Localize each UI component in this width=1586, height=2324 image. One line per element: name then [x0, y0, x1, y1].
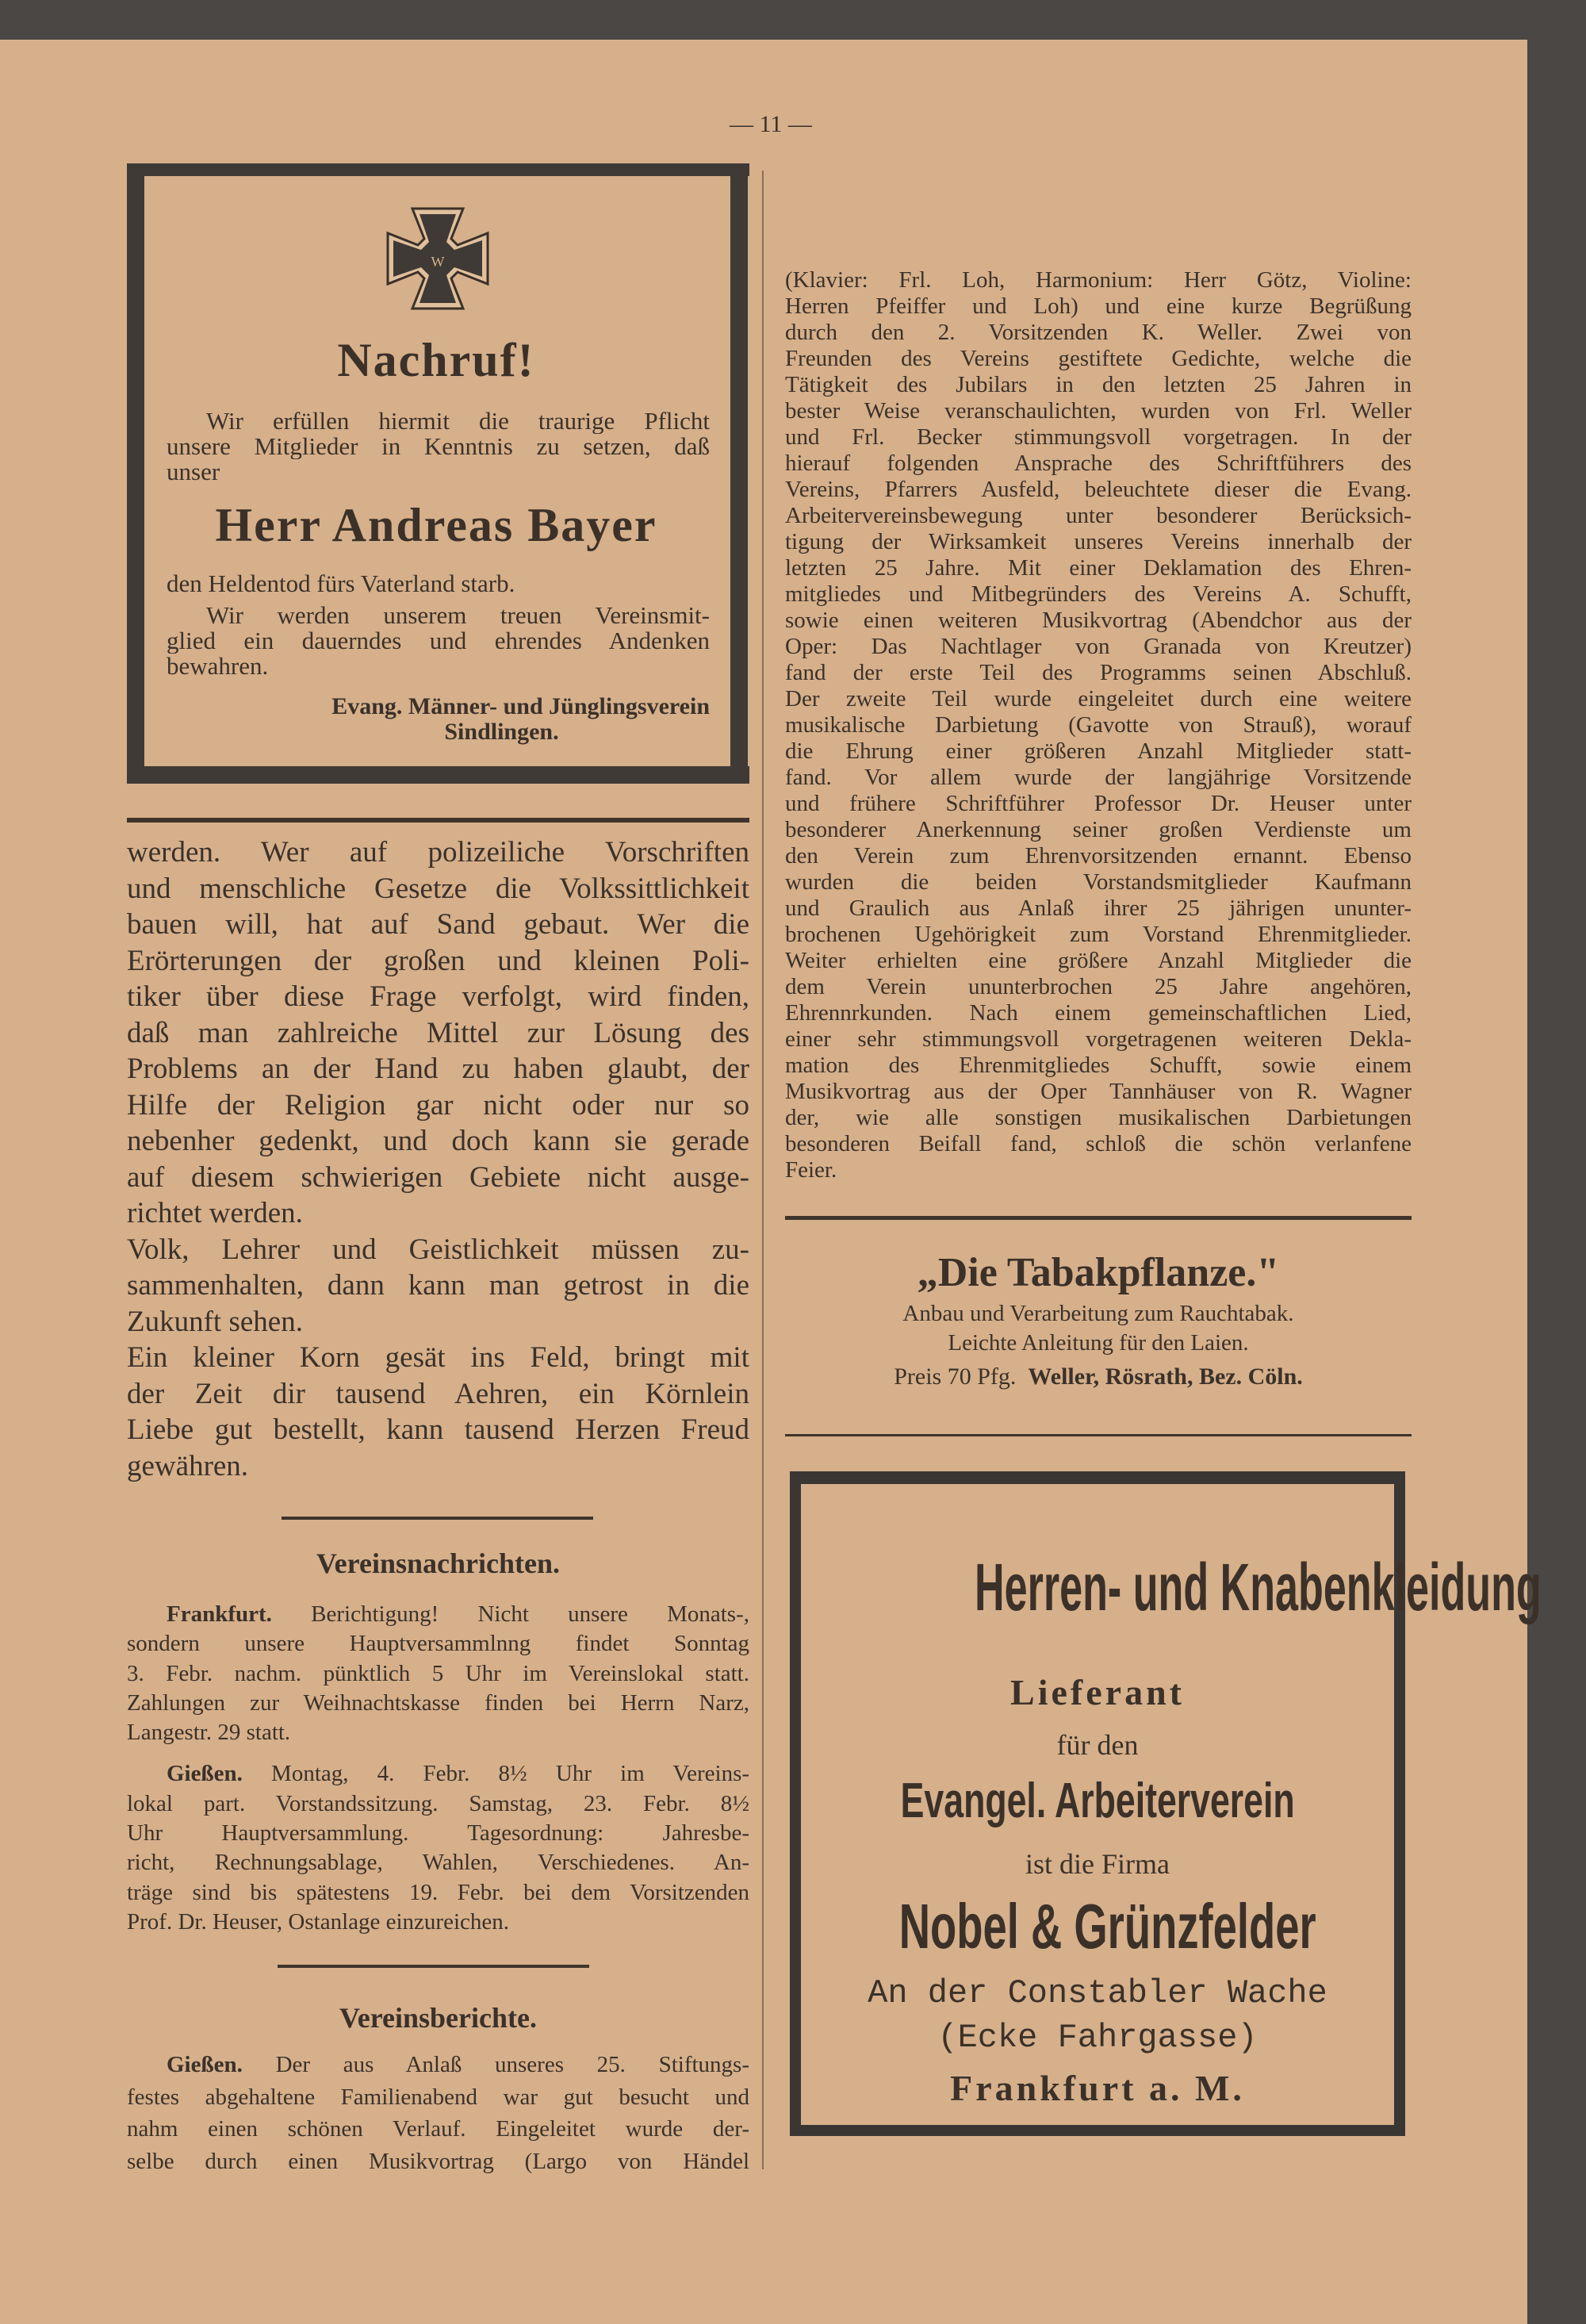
vereinsberichte-text: [127, 2049, 749, 2177]
text-line: dem Verein ununterbrochen 25 Jahre angehören,: [785, 974, 1412, 999]
section-rule: [278, 1965, 589, 1968]
text-line: unsere Mitglieder in Kenntnis zu setzen, daß: [167, 434, 710, 459]
page-number: — 11 —: [730, 111, 812, 137]
right-article-text: [785, 267, 1412, 1183]
text-line: musikalische Darbietung (Gavotte von Strauß), worauf: [785, 712, 1412, 738]
text-line: sondern unsere Hauptversammlnng findet Sonntag: [127, 1631, 749, 1657]
tabak-ad-price-line: [785, 1363, 1412, 1390]
obituary-intro: [167, 408, 710, 485]
text-line: richtet werden.: [127, 1197, 303, 1229]
text-line: Wir werden unserem treuen Vereinsmit-: [206, 603, 710, 628]
text-line: sammenhalten, dann kann man getrost in die: [127, 1269, 749, 1302]
text-line: besonderer Anerkennung seiner großen Verdienste um: [785, 817, 1412, 842]
text-line: tigung der Wirksamkeit unseres Vereins innerhalb der: [785, 529, 1412, 554]
section-rule: [127, 818, 749, 823]
text-line: bewahren.: [167, 654, 269, 679]
clothing-ad-ist-die-firma: ist die Firma: [1025, 1848, 1170, 1880]
text-line: 3. Febr. nachm. pünktlich 5 Uhr im Vereinslokal statt.: [127, 1660, 749, 1686]
clothing-advertisement: [790, 1471, 1542, 2136]
cross-letter: W: [431, 254, 445, 270]
vereinsberichte-heading: Vereinsberichte.: [339, 2002, 537, 2034]
text-line: bauen will, hat auf Sand gebaut. Wer die: [127, 908, 749, 941]
spacer: [127, 1747, 749, 1759]
text-line: und Graulich aus Anlaß ihrer 25 jährigen ununter-: [785, 895, 1412, 921]
text-line: fand der erste Teil des Programms seinen Abschluß.: [785, 660, 1412, 685]
text-line: den Verein zum Ehrenvorsitzenden ernannt. Ebenso: [785, 843, 1412, 869]
clothing-ad-verein: Evangel. Arbeiterverein: [900, 1774, 1295, 1828]
clothing-ad-lieferant: Lieferant: [1010, 1672, 1185, 1712]
text-line: Prof. Dr. Heuser, Ostanlage einzureichen.: [127, 1908, 509, 1935]
text-line: Der zweite Teil wurde eingeleitet durch eine weitere: [785, 686, 1412, 711]
obituary-border-right: [730, 176, 748, 769]
text-line: richt, Rechnungsablage, Wahlen, Verschiedenes. An-: [127, 1850, 749, 1876]
text-line: letzten 25 Jahre. Mit einer Deklamation des Ehren-: [785, 555, 1412, 581]
tabak-ad-line1: Anbau und Verarbeitung zum Rauchtabak.: [902, 1301, 1294, 1326]
text-line: Ehrennrkunden. Nach einem gemeinschaftlichen Lied,: [785, 1000, 1412, 1026]
entry-place: Gießen.: [167, 2052, 243, 2077]
text-line: mation des Ehrenmitgliedes Schufft, sowie einem: [785, 1053, 1412, 1078]
text-line: Hilfe der Religion gar nicht oder nur so: [127, 1088, 749, 1122]
vereinsnachrichten-heading: Vereinsnachrichten.: [316, 1547, 560, 1579]
text-line: Arbeitervereinsbewegung unter besonderer Berücksich-: [785, 503, 1412, 528]
text-line: wurden die beiden Vorstandsmitglieder Kaufmann: [785, 869, 1412, 895]
obituary-signature-line2: Sindlingen.: [444, 719, 559, 745]
entry-text: Berichtigung! Nicht unsere Monats-,: [311, 1601, 749, 1627]
obituary-border-left: [127, 176, 144, 769]
text-line: gewähren.: [127, 1449, 249, 1482]
obituary-death-line: den Heldentod fürs Vaterland starb.: [167, 569, 515, 597]
clothing-ad-city: Frankfurt a. M.: [950, 2068, 1245, 2108]
text-line: Erörterungen der großen und kleinen Poli-: [127, 944, 749, 977]
section-rule: [282, 1517, 593, 1520]
text-line: unser: [167, 459, 220, 485]
text-line: Freunden des Vereins gestiftete Gedichte, welche die: [785, 346, 1412, 371]
text-line: Volk, Lehrer und Geistlichkeit müssen zu-: [127, 1233, 749, 1266]
text-line: brochenen Ugehörigkeit zum Vorstand Ehrenmitglieder.: [785, 922, 1412, 947]
deceased-name: Herr Andreas Bayer: [215, 499, 657, 551]
text-line: [127, 2049, 749, 2081]
text-line: nahm einen schönen Verlauf. Eingeleitet wurde der-: [127, 2116, 749, 2142]
text-line: Wir erfüllen hiermit die traurige Pflicht: [206, 408, 710, 434]
clothing-ad-address1: An der Constabler Wache: [868, 1974, 1327, 2012]
text-line: Vereins, Pfarrers Ausfeld, beleuchtete dieser die Evang.: [785, 477, 1412, 502]
section-rule: [785, 1216, 1412, 1220]
text-line: bester Weise veranschaulichten, wurden von Frl. Weller: [785, 398, 1412, 424]
text-line: werden. Wer auf polizeiliche Vorschriften: [127, 836, 749, 869]
text-line: Problems an der Hand zu haben glaubt, der: [127, 1053, 749, 1085]
clothing-ad-headline: Herren- und Knabenkleidung: [975, 1550, 1542, 1624]
text-line: glied ein dauerndes und ehrendes Andenken: [167, 628, 710, 654]
obituary-signature-line1: Evang. Männer- und Jünglingsverein: [331, 693, 710, 719]
text-line: Tätigkeit des Jubilars in den letzten 25 Jahren in: [785, 372, 1412, 397]
text-line: besonderen Beifall fand, schloß die schön verlanfene: [785, 1131, 1412, 1156]
text-line: (Klavier: Frl. Loh, Harmonium: Herr Götz, Violine:: [785, 267, 1412, 293]
text-line: lokal part. Vorstandssitzung. Samstag, 23. Febr. 8½: [127, 1790, 749, 1816]
text-line: auf diesem schwierigen Gebiete nicht ausge-: [127, 1160, 749, 1194]
iron-cross-icon: [386, 207, 489, 310]
text-line: Zukunft sehen.: [127, 1305, 303, 1338]
text-line: und menschliche Gesetze die Volkssittlichkeit: [127, 872, 749, 905]
entry-text: Montag, 4. Febr. 8½ Uhr im Vereins-: [271, 1761, 749, 1787]
text-line: sowie einen weiteren Musikvortrag (Abendchor aus der: [785, 608, 1412, 633]
column-divider: [762, 171, 764, 2169]
obituary-border-top: [127, 163, 749, 176]
entry-place: Gießen.: [167, 1761, 243, 1787]
clothing-ad-fuer-den: für den: [1056, 1729, 1139, 1761]
entry-text: Der aus Anlaß unseres 25. Stiftungs-: [275, 2052, 749, 2077]
text-line: mitgliedes und Mitbegründers des Vereins A. Schufft,: [785, 581, 1412, 607]
section-rule: [785, 1434, 1412, 1436]
text-line: selbe durch einen Musikvortrag (Largo von Händel: [127, 2148, 749, 2174]
tabak-ad-line2: Leichte Anleitung für den Laien.: [948, 1330, 1249, 1356]
clothing-ad-address2: (Ecke Fahrgasse): [937, 2019, 1258, 2057]
entry-place: Frankfurt.: [167, 1601, 272, 1627]
text-line: Weiter erhielten eine größere Anzahl Mitglieder die: [785, 948, 1412, 973]
text-line: daß man zahlreiche Mittel zur Lösung des: [127, 1016, 749, 1049]
tabak-ad-price: Preis 70 Pfg.: [894, 1363, 1017, 1390]
obituary-title: Nachruf!: [337, 334, 535, 386]
text-line: und Frl. Becker stimmungsvoll vorgetragen. In der: [785, 424, 1412, 450]
text-line: Feier.: [785, 1157, 837, 1183]
text-line: Liebe gut bestellt, kann tausend Herzen Freud: [127, 1413, 749, 1446]
obituary-closing: [167, 603, 710, 679]
left-article-text: [127, 834, 749, 1484]
text-line: festes abgehaltene Familienabend war gut besucht und: [127, 2084, 749, 2110]
text-line: Ein kleiner Korn gesät ins Feld, bringt mit: [127, 1341, 749, 1374]
text-line: der Zeit dir tausend Aehren, ein Körnlein: [127, 1377, 749, 1410]
text-line: durch den 2. Vorsitzenden K. Weller. Zwei von: [785, 320, 1412, 345]
text-line: fand. Vor allem wurde der langjährige Vorsitzende: [785, 765, 1412, 790]
text-line: und frühere Schriftführer Professor Dr. Heuser unter: [785, 791, 1412, 816]
text-line: nebenher gedenkt, und doch kann sie gerade: [127, 1125, 749, 1157]
text-line: einer sehr stimmungsvoll vorgetragenen weiteren Dekla-: [785, 1026, 1412, 1052]
text-line: Langestr. 29 statt.: [127, 1720, 291, 1746]
tabak-ad-title: „Die Tabakpflanze.": [917, 1250, 1280, 1295]
text-line: träge sind bis spätestens 19. Febr. bei dem Vorsitzenden: [127, 1879, 749, 1905]
text-line: hierauf folgenden Ansprache des Schriftführers des: [785, 451, 1412, 476]
text-line: die Ehrung einer größeren Anzahl Mitglieder statt-: [785, 738, 1412, 764]
vereinsnachrichten-text: [127, 1600, 749, 1937]
obituary-border-bottom: [127, 766, 749, 784]
tabak-ad-publisher: Weller, Rösrath, Bez. Cöln.: [1028, 1363, 1303, 1390]
text-line: Uhr Hauptversammlung. Tagesordnung: Jahresbe-: [127, 1820, 749, 1847]
text-line: Herren Pfeiffer und Loh) und eine kurze Begrüßung: [785, 293, 1412, 319]
text-line: Musikvortrag aus der Oper Tannhäuser von R. Wagner: [785, 1079, 1412, 1104]
text-line: der, wie alle sonstigen musikalischen Darbietungen: [785, 1105, 1412, 1130]
text-line: [127, 1759, 749, 1789]
text-line: Oper: Das Nachtlager von Granada von Kreutzer): [785, 634, 1412, 659]
clothing-ad-firm: Nobel & Grünzfelder: [898, 1891, 1316, 1962]
text-line: [127, 1600, 749, 1629]
text-line: Zahlungen zur Weihnachtskasse finden bei Herrn Narz,: [127, 1689, 749, 1716]
text-line: tiker über diese Frage verfolgt, wird finden,: [127, 980, 749, 1013]
